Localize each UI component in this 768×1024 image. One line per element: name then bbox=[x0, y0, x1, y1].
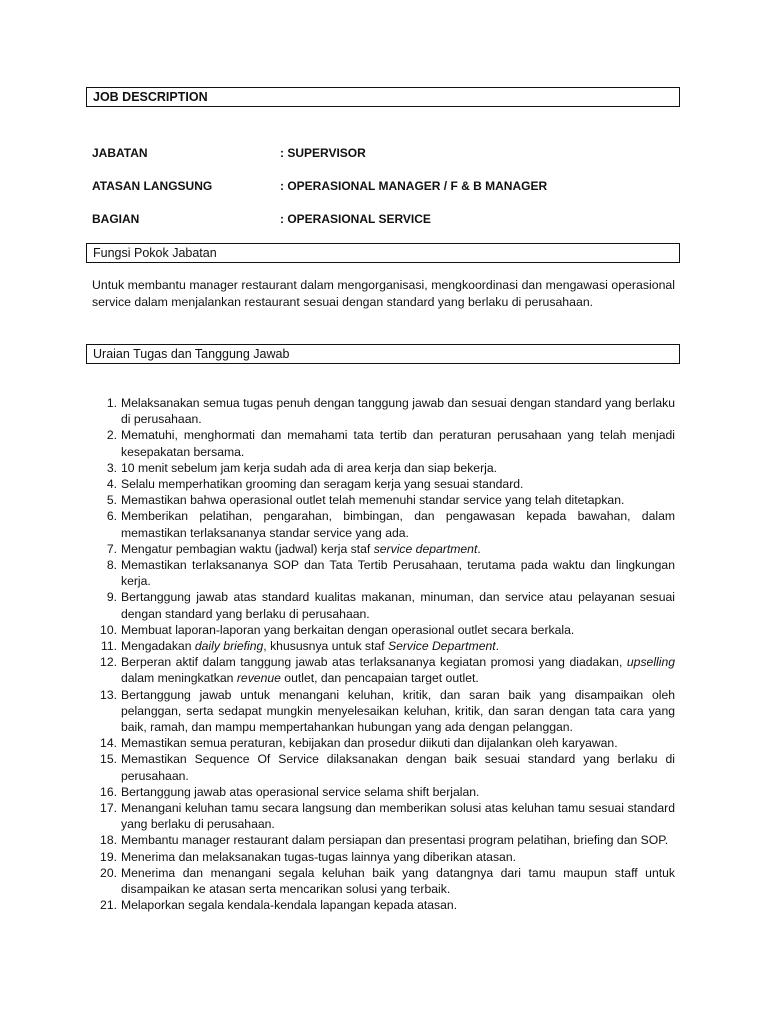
job-description-header bbox=[86, 87, 680, 107]
duty-item: 15. Memastikan Sequence Of Service dilaksanakan dengan baik sesuai standard yang berlaku di perusahaan. bbox=[100, 752, 675, 783]
duty-item: 18. Membantu manager restaurant dalam persiapan dan presentasi program pelatihan, briefing dan SOP. bbox=[100, 833, 669, 848]
duty-item: 6. Memberikan pelatihan, pengarahan, bimbingan, dan pengawasan kepada bawahan, dalam memastikan terlaksananya standar service yang ada. bbox=[106, 509, 675, 540]
duty-item: 16. Bertanggung jawab atas operasional service selama shift berjalan. bbox=[100, 784, 480, 799]
duty-item: 11. Mengadakan daily briefing, khususnya untuk staf Service Department. bbox=[100, 639, 500, 654]
duty-item: 7. Mengatur pembagian waktu (jadwal) kerja staf service department. bbox=[106, 541, 481, 556]
fungsi-section-header bbox=[86, 243, 680, 263]
duty-item: 14. Memastikan semua peraturan, kebijakan dan prosedur diikuti dan dijalankan oleh karyawan. bbox=[100, 736, 618, 751]
info-value: : OPERASIONAL SERVICE bbox=[280, 212, 431, 226]
duties-list bbox=[92, 395, 675, 914]
uraian-section-header bbox=[86, 344, 680, 364]
duty-item: 1. Melaksanakan semua tugas penuh dengan tanggung jawab dan sesuai dengan standard yang berlaku di perusahaan. bbox=[106, 396, 675, 427]
duty-item: 10. Membuat laporan-laporan yang berkaitan dengan operasional outlet secara berkala. bbox=[100, 622, 575, 637]
duty-item: 5. Memastikan bahwa operasional outlet telah memenuhi standar service yang telah ditetapkan. bbox=[106, 493, 625, 508]
duty-item: 19. Menerima dan melaksanakan tugas-tugas lainnya yang diberikan atasan. bbox=[100, 849, 516, 864]
info-value: : SUPERVISOR bbox=[280, 146, 366, 160]
info-label: JABATAN bbox=[92, 146, 148, 160]
duty-item: 20. Menerima dan menangani segala keluhan baik yang datangnya dari tamu maupun staff untuk disampaikan ke atasan serta mencarikan solusi yang terbaik. bbox=[100, 865, 675, 897]
duty-item: 2. Mematuhi, menghormati dan memahami tata tertib dan peraturan perusahaan yang telah menjadi kesepakatan bersama. bbox=[106, 428, 675, 459]
duty-item: 8. Memastikan terlaksananya SOP dan Tata Tertib Perusahaan, terutama pada waktu dan lingkungan kerja. bbox=[106, 558, 675, 589]
info-label: BAGIAN bbox=[92, 212, 140, 226]
uraian-section-title: Uraian Tugas dan Tanggung Jawab bbox=[93, 347, 290, 361]
duty-item: 12. Berperan aktif dalam tanggung jawab atas terlaksananya kegiatan promosi yang diadakan, upselling dalam meningkatkan revenue outlet, dan pencapaian target outlet. bbox=[100, 655, 675, 686]
duty-item: 3. 10 menit sebelum jam kerja sudah ada di area kerja dan siap bekerja. bbox=[106, 460, 497, 475]
duty-item: 4. Selalu memperhatikan grooming dan seragam kerja yang sesuai standard. bbox=[106, 477, 524, 492]
info-value: : OPERASIONAL MANAGER / F & B MANAGER bbox=[280, 179, 548, 193]
job-description-title: JOB DESCRIPTION bbox=[93, 90, 208, 104]
duty-item: 9. Bertanggung jawab atas standard kualitas makanan, minuman, dan service atau pelayanan sesuai dengan standard yang berlaku di perusahaan. bbox=[106, 590, 675, 621]
info-label: ATASAN LANGSUNG bbox=[92, 179, 213, 193]
fungsi-section-title: Fungsi Pokok Jabatan bbox=[93, 246, 217, 260]
duty-item: 21. Melaporkan segala kendala-kendala lapangan kepada atasan. bbox=[100, 898, 458, 913]
fungsi-paragraph: Untuk membantu manager restaurant dalam mengorganisasi, mengkoordinasi dan mengawasi operasional service dalam menjalankan restaurant sesuai dengan standard yang berlaku di perusahaan. bbox=[92, 278, 675, 309]
duty-item: 17. Menangani keluhan tamu secara langsung dan memberikan solusi atas keluhan tamu sesuai standard yang berlaku di perusahaan. bbox=[100, 801, 675, 832]
duty-item: 13. Bertanggung jawab untuk menangani keluhan, kritik, dan saran baik yang disampaikan oleh pelanggan, serta sedapat mungkin menyelesaikan keluhan, kritik, dan saran dengan tata cara yang baik, ramah, dan mampu mempertahankan hubungan yang ada dengan pelanggan. bbox=[100, 687, 675, 735]
